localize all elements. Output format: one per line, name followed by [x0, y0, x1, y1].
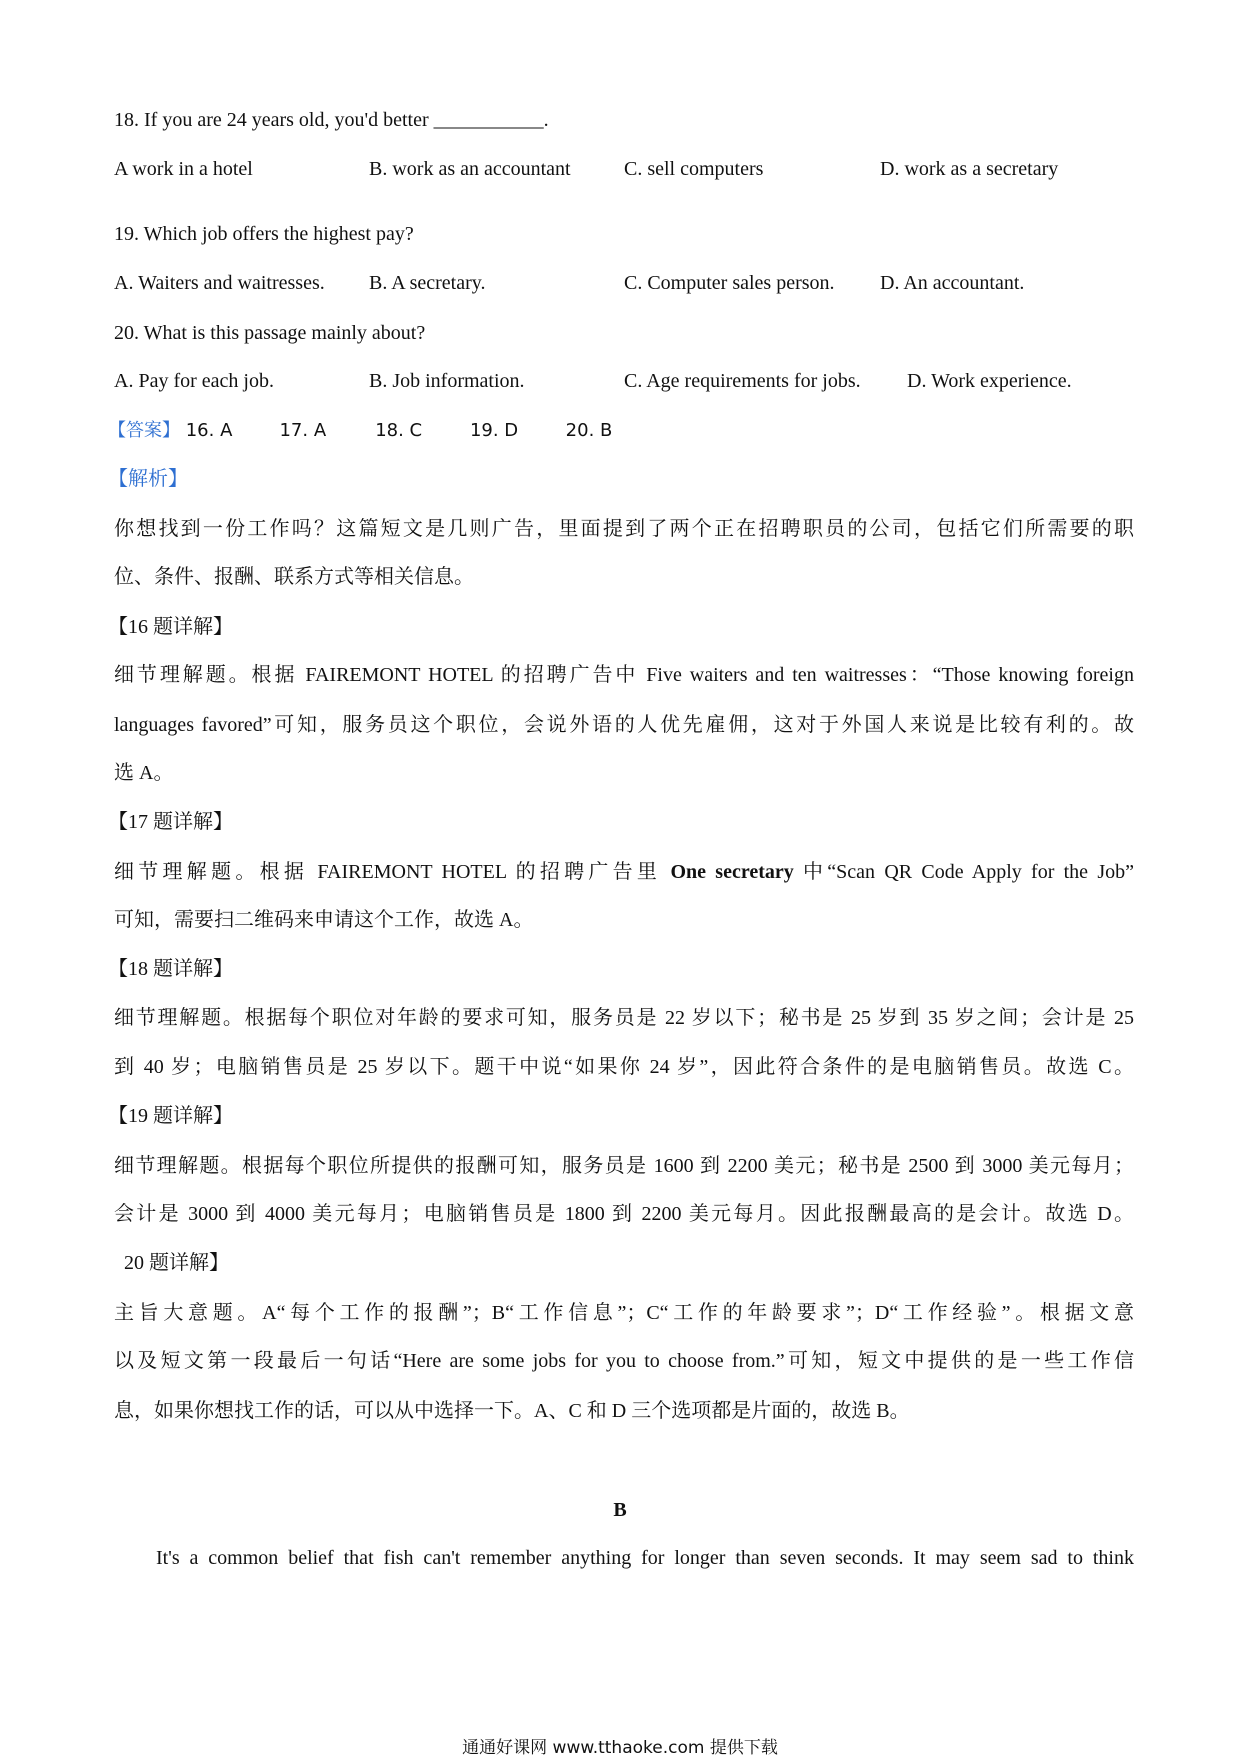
detail-line: 细节理解题。根据每个职位对年龄的要求可知，服务员是 22 岁以下；秘书是 25 岁到 35 岁之间；会计是 25 [114, 1007, 1134, 1029]
text: 中“Scan QR Code Apply for the Job” [793, 861, 1134, 883]
detail-line: 会计是 3000 到 4000 美元每月；电脑销售员是 1800 到 2200 美元每月。因此报酬最高的是会计。故选 D。 [114, 1203, 1134, 1225]
answer-key [108, 418, 612, 444]
question-stem: 18. If you are 24 years old, you'd better ___________. [114, 109, 549, 131]
analysis-label: 【解析】 [108, 468, 188, 490]
option-a: A. Pay for each job. [114, 370, 274, 392]
section-b-first-line: It's a common belief that fish can't remember anything for longer than seven seconds. It may seem sad to think [156, 1547, 1134, 1569]
footer-watermark: 通通好课网 www.tthaoke.com 提供下载 [462, 1738, 778, 1758]
detail-line: 到 40 岁；电脑销售员是 25 岁以下。题干中说“如果你 24 岁”，因此符合条件的是电脑销售员。故选 C。 [114, 1056, 1134, 1078]
bold-text: One secretary [670, 861, 794, 883]
option-c: C. Computer sales person. [624, 272, 835, 294]
detail-line: 息，如果你想找工作的话，可以从中选择一下。A、C 和 D 三个选项都是片面的，故选 B。 [114, 1400, 910, 1422]
detail-line: 细节理解题。根据 FAIREMONT HOTEL 的招聘广告中 Five waiters and ten waitresses：“Those knowing foreign [114, 664, 1134, 686]
detail-16-title: 【16 题详解】 [108, 616, 233, 638]
detail-18-title: 【18 题详解】 [108, 958, 233, 980]
detail-19-title: 【19 题详解】 [108, 1105, 233, 1127]
detail-line: 可知，需要扫二维码来申请这个工作，故选 A。 [114, 909, 534, 931]
option-b: B. work as an accountant [369, 158, 571, 180]
detail-line [114, 859, 1134, 885]
detail-line: 选 A。 [114, 762, 174, 784]
intro-line: 位、条件、报酬、联系方式等相关信息。 [114, 566, 474, 588]
answer-item: 17. A [279, 420, 327, 441]
detail-line: 以及短文第一段最后一句话“Here are some jobs for you to choose from.”可知，短文中提供的是一些工作信 [114, 1350, 1134, 1372]
answer-item: 19. D [469, 420, 519, 441]
option-b: B. Job information. [369, 370, 525, 392]
option-c: C. Age requirements for jobs. [624, 370, 861, 392]
option-b: B. A secretary. [369, 272, 486, 294]
option-d: D. An accountant. [880, 272, 1025, 294]
option-a: A. Waiters and waitresses. [114, 272, 325, 294]
detail-17-title: 【17 题详解】 [108, 811, 233, 833]
question-stem: 20. What is this passage mainly about? [114, 322, 426, 344]
intro-line: 你想找到一份工作吗？这篇短文是几则广告，里面提到了两个正在招聘职员的公司，包括它们所需要的职 [114, 518, 1134, 540]
option-d: D. work as a secretary [880, 158, 1059, 180]
section-b-title: B [613, 1499, 627, 1521]
answer-item: 18. C [375, 420, 423, 441]
answer-item: 20. B [565, 420, 613, 441]
answer-label: 【答案】 [108, 420, 180, 441]
detail-line: 主旨大意题。A“每个工作的报酬”；B“工作信息”；C“工作的年龄要求”；D“工作经验”。根据文意 [114, 1302, 1134, 1324]
detail-20-title: 20 题详解】 [124, 1252, 229, 1274]
detail-line: 细节理解题。根据每个职位所提供的报酬可知，服务员是 1600 到 2200 美元；秘书是 2500 到 3000 美元每月； [114, 1155, 1134, 1177]
text: 细节理解题。根据 FAIREMONT HOTEL 的招聘广告里 [114, 861, 671, 883]
option-a: A work in a hotel [114, 158, 253, 180]
detail-line: languages favored”可知，服务员这个职位，会说外语的人优先雇佣，这对于外国人来说是比较有利的。故 [114, 714, 1134, 736]
question-stem: 19. Which job offers the highest pay? [114, 223, 414, 245]
option-d: D. Work experience. [907, 370, 1072, 392]
answer-item: 16. A [185, 420, 233, 441]
option-c: C. sell computers [624, 158, 764, 180]
